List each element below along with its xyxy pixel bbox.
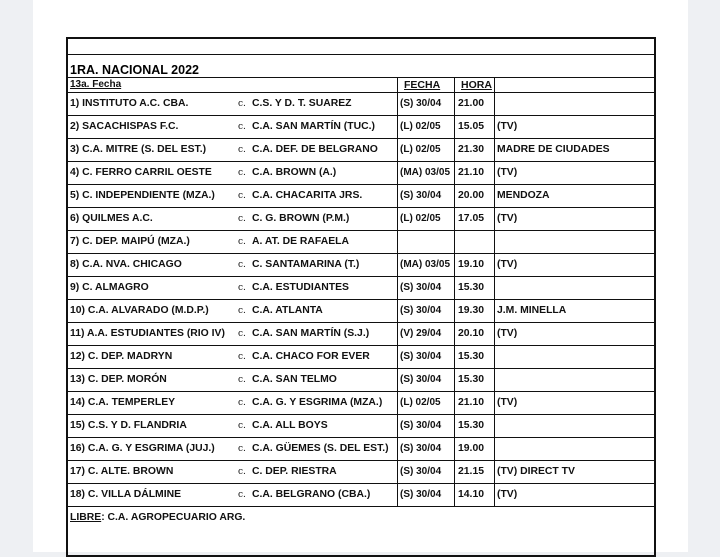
versus-marker: c. (238, 352, 246, 362)
away-team: C. DEP. RIESTRA (252, 466, 337, 477)
match-row (68, 162, 654, 185)
match-note: (TV) (494, 484, 657, 506)
versus-marker: c. (238, 283, 246, 293)
versus-marker: c. (238, 191, 246, 201)
home-team: 5) C. INDEPENDIENTE (MZA.) (70, 190, 215, 201)
home-team: 2) SACACHISPAS F.C. (70, 121, 179, 132)
match-date: (S) 30/04 (397, 300, 455, 322)
versus-marker: c. (238, 329, 246, 339)
away-team: C.A. ESTUDIANTES (252, 282, 349, 293)
libre-row (68, 507, 654, 531)
versus-marker: c. (238, 260, 246, 270)
versus-marker: c. (238, 122, 246, 132)
header-row (68, 78, 654, 93)
match-date: (S) 30/04 (397, 461, 455, 483)
away-team: C. SANTAMARINA (T.) (252, 259, 360, 270)
match-row (68, 300, 654, 323)
home-team: 1) INSTITUTO A.C. CBA. (70, 98, 189, 109)
versus-marker: c. (238, 467, 246, 477)
match-row (68, 93, 654, 116)
home-team: 17) C. ALTE. BROWN (70, 466, 174, 477)
match-time: 15.30 (454, 369, 498, 391)
match-row (68, 231, 654, 254)
match-time: 19.30 (454, 300, 498, 322)
match-date: (L) 02/05 (397, 116, 455, 138)
match-row (68, 484, 654, 507)
match-note: (TV) (494, 254, 657, 276)
match-date: (V) 29/04 (397, 323, 455, 345)
versus-marker: c. (238, 214, 246, 224)
match-date: (L) 02/05 (397, 139, 455, 161)
blank-footer-row (68, 531, 654, 555)
home-team: 10) C.A. ALVARADO (M.D.P.) (70, 305, 209, 316)
match-row (68, 254, 654, 277)
libre-cell (70, 507, 370, 531)
match-date: (S) 30/04 (397, 346, 455, 368)
match-note (494, 415, 657, 437)
match-date: (S) 30/04 (397, 185, 455, 207)
match-time: 15.30 (454, 415, 498, 437)
match-time: 20.10 (454, 323, 498, 345)
away-team: C.A. BROWN (A.) (252, 167, 337, 178)
home-team: 4) C. FERRO CARRIL OESTE (70, 167, 212, 178)
home-team: 3) C.A. MITRE (S. DEL EST.) (70, 144, 207, 155)
versus-marker: c. (238, 145, 246, 155)
home-team: 12) C. DEP. MADRYN (70, 351, 173, 362)
home-team: 7) C. DEP. MAIPÚ (MZA.) (70, 236, 190, 247)
versus-marker: c. (238, 237, 246, 247)
match-row (68, 277, 654, 300)
away-team: C.A. BELGRANO (CBA.) (252, 489, 371, 500)
home-team: 9) C. ALMAGRO (70, 282, 149, 293)
match-date: (S) 30/04 (397, 438, 455, 460)
match-time: 14.10 (454, 484, 498, 506)
away-team: A. AT. DE RAFAELA (252, 236, 349, 247)
match-date: (S) 30/04 (397, 415, 455, 437)
away-team: C.A. CHACO FOR EVER (252, 351, 370, 362)
date-header: FECHA (397, 78, 459, 92)
match-row (68, 415, 654, 438)
versus-marker: c. (238, 375, 246, 385)
away-team: C.A. SAN TELMO (252, 374, 337, 385)
match-time: 20.00 (454, 185, 498, 207)
match-time: 21.00 (454, 93, 498, 115)
blank-row (68, 39, 654, 55)
home-team: 14) C.A. TEMPERLEY (70, 397, 176, 408)
match-time: 21.10 (454, 392, 498, 414)
away-team: C.A. DEF. DE BELGRANO (252, 144, 378, 155)
match-note: (TV) (494, 323, 657, 345)
match-row (68, 139, 654, 162)
away-team: C.A. ATLANTA (252, 305, 323, 316)
match-note: (TV) (494, 162, 657, 184)
match-note: J.M. MINELLA (494, 300, 657, 322)
match-time: 15.30 (454, 346, 498, 368)
match-time: 21.15 (454, 461, 498, 483)
match-note (494, 438, 657, 460)
match-time: 17.05 (454, 208, 498, 230)
away-team: C.A. SAN MARTÍN (TUC.) (252, 121, 375, 132)
match-date: (S) 30/04 (397, 369, 455, 391)
match-row (68, 208, 654, 231)
libre-label: LIBRE (70, 512, 102, 523)
away-team: C.A. G. Y ESGRIMA (MZA.) (252, 397, 383, 408)
away-team: C.A. ALL BOYS (252, 420, 328, 431)
match-date: (S) 30/04 (397, 277, 455, 299)
match-date: (S) 30/04 (397, 484, 455, 506)
match-note: (TV) (494, 116, 657, 138)
match-date: (MA) 03/05 (397, 254, 455, 276)
match-row (68, 392, 654, 415)
match-time: 21.10 (454, 162, 498, 184)
match-row (68, 461, 654, 484)
match-row (68, 438, 654, 461)
home-team: 6) QUILMES A.C. (70, 213, 153, 224)
match-row (68, 116, 654, 139)
versus-marker: c. (238, 306, 246, 316)
round-label: 13a. Fecha (70, 79, 122, 90)
note-header (494, 78, 657, 92)
away-team: C.A. GÜEMES (S. DEL EST.) (252, 443, 389, 454)
page-title: 1RA. NACIONAL 2022 (68, 55, 654, 78)
home-team: 13) C. DEP. MORÓN (70, 374, 167, 385)
match-row (68, 369, 654, 392)
match-time (454, 231, 498, 253)
match-note (494, 93, 657, 115)
match-note: (TV) (494, 392, 657, 414)
versus-marker: c. (238, 398, 246, 408)
match-time: 19.00 (454, 438, 498, 460)
match-note (494, 346, 657, 368)
fixture-table (66, 37, 656, 557)
away-team: C.S. Y D. T. SUAREZ (252, 98, 352, 109)
home-team: 11) A.A. ESTUDIANTES (RIO IV) (70, 328, 225, 339)
away-team: C.A. CHACARITA JRS. (252, 190, 363, 201)
away-team: C.A. SAN MARTÍN (S.J.) (252, 328, 370, 339)
libre-team: : C.A. AGROPECUARIO ARG. (101, 512, 246, 523)
match-note (494, 369, 657, 391)
match-time: 15.30 (454, 277, 498, 299)
match-note: (TV) (494, 208, 657, 230)
match-time: 15.05 (454, 116, 498, 138)
match-row (68, 323, 654, 346)
match-time: 19.10 (454, 254, 498, 276)
match-time: 21.30 (454, 139, 498, 161)
home-team: 18) C. VILLA DÁLMINE (70, 489, 182, 500)
match-date (397, 231, 455, 253)
match-note (494, 231, 657, 253)
match-date: (L) 02/05 (397, 392, 455, 414)
match-note: (TV) DIRECT TV (494, 461, 657, 483)
time-header: HORA (454, 78, 501, 92)
match-row (68, 185, 654, 208)
versus-marker: c. (238, 168, 246, 178)
home-team: 8) C.A. NVA. CHICAGO (70, 259, 182, 270)
match-date: (L) 02/05 (397, 208, 455, 230)
match-note: MADRE DE CIUDADES (494, 139, 657, 161)
versus-marker: c. (238, 421, 246, 431)
match-note (494, 277, 657, 299)
versus-marker: c. (238, 490, 246, 500)
versus-marker: c. (238, 99, 246, 109)
match-row (68, 346, 654, 369)
home-team: 16) C.A. G. Y ESGRIMA (JUJ.) (70, 443, 215, 454)
match-note: MENDOZA (494, 185, 657, 207)
match-date: (MA) 03/05 (397, 162, 455, 184)
away-team: C. G. BROWN (P.M.) (252, 213, 350, 224)
home-team: 15) C.S. Y D. FLANDRIA (70, 420, 187, 431)
match-date: (S) 30/04 (397, 93, 455, 115)
versus-marker: c. (238, 444, 246, 454)
match-list (68, 93, 654, 507)
